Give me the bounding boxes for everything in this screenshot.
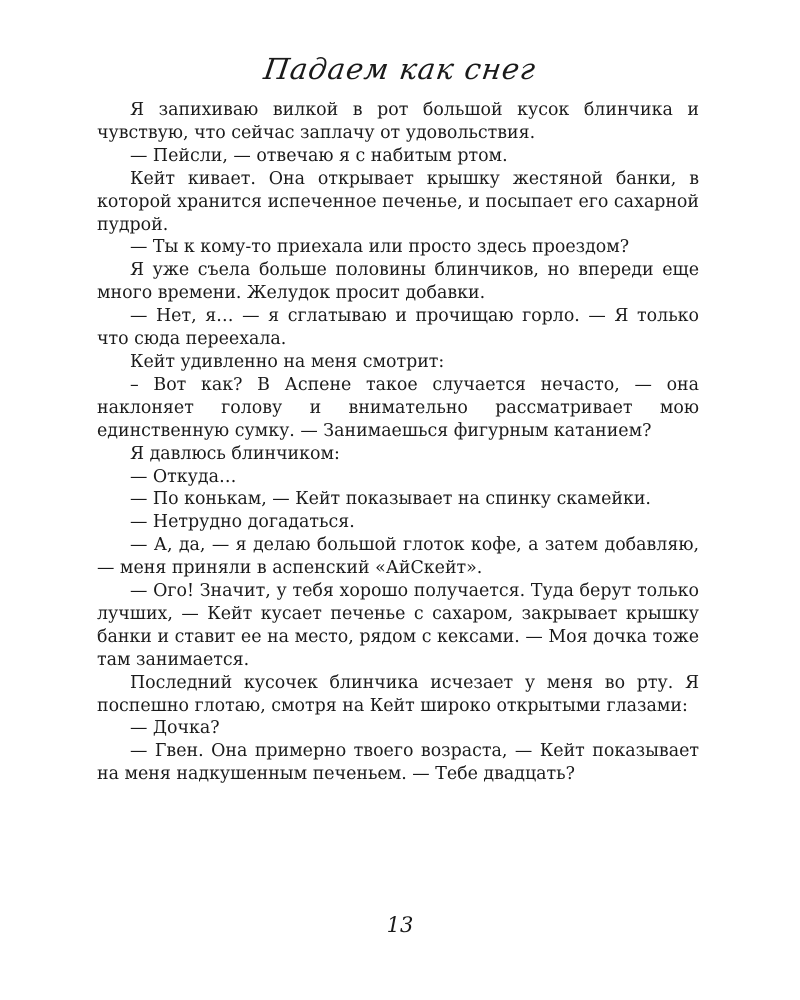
paragraph: — А, да, — я делаю большой глоток кофе, а затем добавляю, — меня приняли в аспенский «АйСкейт».	[97, 535, 699, 579]
paragraph: Последний кусочек блинчика исчезает у меня во рту. Я поспешно глотаю, смотря на Кейт широко открытыми глазами:	[97, 672, 699, 716]
paragraph: — Дочка?	[130, 718, 220, 739]
paragraph: — По конькам, — Кейт показывает на спинку скамейки.	[130, 489, 651, 510]
paragraph: — Откуда…	[130, 466, 237, 487]
paragraph: — Нетрудно догадаться.	[130, 512, 355, 533]
paragraph: – Вот как? В Аспене такое случается нечасто, — она наклоняет голову и внимательно рассматривает мою единственную сумку. — Занимаешься фигурным катанием?	[97, 374, 699, 441]
body-text	[97, 99, 699, 786]
paragraph: Кейт удивленно на меня смотрит:	[130, 351, 445, 372]
paragraph: — Гвен. Она примерно твоего возраста, — Кейт показывает на меня надкушенным печеньем. — Тебе двадцать?	[97, 741, 699, 785]
paragraph: — Ты к кому-то приехала или просто здесь проездом?	[130, 237, 630, 258]
paragraph: Я давлюсь блинчиком:	[130, 443, 340, 464]
paragraph: Я уже съела больше половины блинчиков, но впереди еще много времени. Желудок просит добавки.	[97, 260, 699, 304]
page-number: 13	[386, 913, 414, 937]
paragraph: Я запихиваю вилкой в рот большой кусок блинчика и чувствую, что сейчас заплачу от удовольствия.	[97, 100, 699, 143]
running-title: Падаем как снег	[261, 52, 539, 86]
paragraph: — Нет, я… — я сглатываю и прочищаю горло. — Я только что сюда переехала.	[97, 306, 699, 350]
paragraph: — Ого! Значит, у тебя хорошо получается. Туда берут только лучших, — Кейт кусает печенье с сахаром, закрывает крышку банки и ставит ее на место, рядом с кексами. — Моя дочка тоже там занимается.	[97, 581, 699, 670]
paragraph: Кейт кивает. Она открывает крышку жестяной банки, в которой хранится испеченное печенье, и посыпает его сахарной пудрой.	[97, 168, 699, 235]
paragraph: — Пейсли, — отвечаю я с набитым ртом.	[130, 145, 508, 166]
